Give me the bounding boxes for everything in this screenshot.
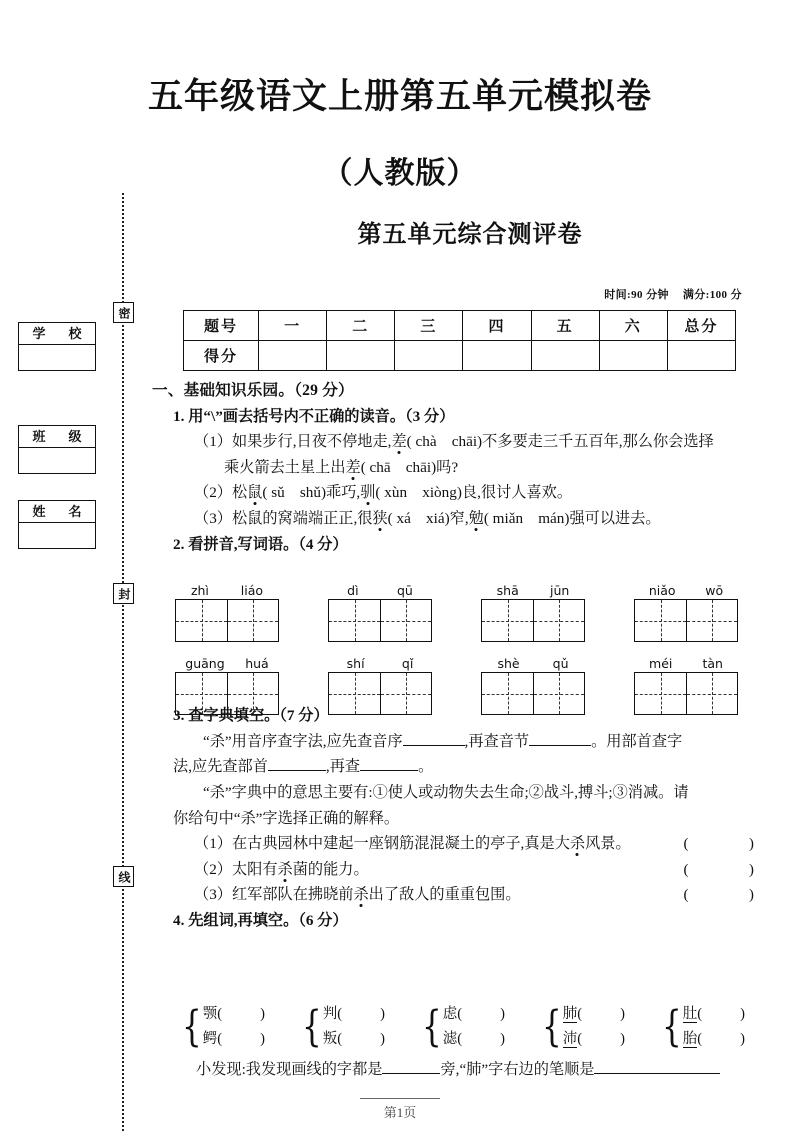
section-heading-one: 一、基础知识乐园。（29 分） xyxy=(152,382,354,399)
pinyin-syllable: wō xyxy=(705,583,724,598)
table-row-score xyxy=(184,341,736,371)
question-3-title: 3. 查字典填空。（7 分） xyxy=(173,707,329,725)
brace-icon: { xyxy=(302,1002,322,1051)
pinyin-syllable: shè xyxy=(497,656,520,671)
pinyin-label-6 xyxy=(481,657,585,671)
class-label: 班 级 xyxy=(19,426,95,448)
pinyin-label-7 xyxy=(634,657,738,671)
q1-item-3-text-c: 强可以进去。 xyxy=(569,509,661,527)
pinyin-syllable: zhì xyxy=(190,583,209,598)
word-group-1-top xyxy=(323,1002,390,1027)
tianzige-cell[interactable] xyxy=(686,600,737,641)
pinyin-label-0 xyxy=(175,584,279,598)
tianzige-cell[interactable] xyxy=(533,673,584,714)
pinyin-word-4 xyxy=(175,657,328,715)
q3-para-2 xyxy=(173,754,786,780)
score-cell-1[interactable] xyxy=(327,341,395,371)
name-label: 姓 名 xyxy=(19,501,95,523)
seal-char-mi: 密 xyxy=(113,302,134,323)
edition-subtitle: （人教版） xyxy=(322,157,478,190)
pinyin-word-7 xyxy=(634,657,787,715)
word-answer-blank[interactable]: ( ) xyxy=(457,1031,505,1047)
q3-item-2-dot-char: 杀 xyxy=(277,860,293,878)
discovery-text-a: 小发现:我发现画线的字都是 xyxy=(196,1061,383,1078)
word-char: 滤 xyxy=(442,1031,458,1047)
word-answer-blank[interactable]: ( ) xyxy=(337,1031,385,1047)
tianzige-cell[interactable] xyxy=(482,600,533,641)
word-group-0 xyxy=(182,1002,302,1052)
score-col-head-5: 六 xyxy=(599,311,667,341)
pinyin-syllable: qū xyxy=(396,583,413,598)
word-char: 判 xyxy=(322,1006,338,1022)
q1-item-1-pinyin-2[interactable]: ( chā chāi) xyxy=(360,458,437,476)
word-group-list xyxy=(182,1002,782,1052)
pinyin-syllable: dì xyxy=(347,583,359,598)
score-col-head-2: 三 xyxy=(395,311,463,341)
q1-item-3-no: （3） xyxy=(194,509,232,527)
word-answer-blank[interactable]: ( ) xyxy=(697,1031,745,1047)
q3-blank-yinjie[interactable] xyxy=(529,745,591,746)
table-row-question-no xyxy=(184,311,736,341)
q1-item-1-dot-char-1: 差 xyxy=(391,433,407,451)
word-group-4-top xyxy=(683,1002,750,1027)
q3-item-1-b: 风景。 xyxy=(585,835,631,853)
tianzige-box[interactable] xyxy=(328,599,432,642)
school-label: 学 校 xyxy=(19,323,95,345)
pinyin-word-1 xyxy=(328,584,481,642)
q3-blank-bushou[interactable] xyxy=(268,770,326,771)
paper-name: 第五单元综合测评卷 xyxy=(357,222,583,248)
word-group-3-top xyxy=(563,1002,630,1027)
q1-item-1-pinyin-1[interactable]: ( chà chāi) xyxy=(406,433,483,451)
word-char-underlined: 肺 xyxy=(562,1006,578,1022)
word-answer-blank[interactable]: ( ) xyxy=(577,1031,625,1047)
score-cell-3[interactable] xyxy=(463,341,531,371)
score-table xyxy=(183,310,736,371)
q3-item-3-no: （3） xyxy=(194,886,232,904)
word-answer-blank[interactable]: ( ) xyxy=(577,1006,625,1022)
seal-char-xian: 线 xyxy=(113,866,134,887)
score-row-label-1: 得分 xyxy=(184,341,259,371)
score-col-head-6: 总分 xyxy=(667,311,735,341)
q1-item-1-text-b: 不多要走三千五百年,那么你会选择 xyxy=(482,433,714,451)
tianzige-box[interactable] xyxy=(175,672,279,715)
q1-item-3-dot-char-2: 勉 xyxy=(468,509,484,527)
tianzige-box[interactable] xyxy=(634,672,738,715)
word-group-2-col xyxy=(443,1002,510,1052)
q3-para-3: “杀”字典中的意思主要有:①使人或动物失去生命;②战斗,搏斗;③消减。请 xyxy=(203,783,689,801)
score-cell-6[interactable] xyxy=(667,341,735,371)
score-cell-0[interactable] xyxy=(259,341,327,371)
q1-item-2-dot-char-1: 鼠 xyxy=(247,484,263,502)
q3-para-4: 你给句中“杀”字选择正确的解释。 xyxy=(173,809,400,827)
score-col-head-1: 二 xyxy=(327,311,395,341)
tianzige-cell[interactable] xyxy=(329,600,380,641)
word-group-3 xyxy=(542,1002,662,1052)
tianzige-cell[interactable] xyxy=(227,673,278,714)
tianzige-cell[interactable] xyxy=(635,600,686,641)
word-group-4-bottom xyxy=(683,1027,750,1052)
word-group-1-col xyxy=(323,1002,390,1052)
word-char: 颚 xyxy=(202,1006,218,1022)
score-cell-4[interactable] xyxy=(531,341,599,371)
tianzige-cell[interactable] xyxy=(380,600,431,641)
discovery-text-b: 旁,“肺”字右边的笔顺是 xyxy=(440,1061,595,1078)
q1-item-1-text-a: 如果步行,日夜不停地走, xyxy=(231,433,392,451)
q3-item-1-answer[interactable]: ( ) xyxy=(683,835,764,853)
tianzige-box[interactable] xyxy=(328,672,432,715)
q1-item-1-text-d: 吗? xyxy=(436,458,459,476)
word-group-1-bottom xyxy=(323,1027,390,1052)
tianzige-cell[interactable] xyxy=(635,673,686,714)
q1-item-3-text-a: 松鼠的窝端端正正,很 xyxy=(231,509,373,527)
tianzige-cell[interactable] xyxy=(227,600,278,641)
tianzige-box[interactable] xyxy=(481,599,585,642)
question-2-title: 2. 看拼音,写词语。（4 分） xyxy=(173,535,348,553)
word-char-underlined: 肚 xyxy=(682,1006,698,1022)
q1-item-2 xyxy=(194,480,786,506)
word-group-0-top xyxy=(203,1002,270,1027)
q3-item-2 xyxy=(194,857,786,883)
q1-item-1-line2 xyxy=(224,455,786,481)
q1-item-2-text-b: 乖巧, xyxy=(326,484,361,502)
pinyin-word-2 xyxy=(481,584,634,642)
score-cell-5[interactable] xyxy=(599,341,667,371)
q1-item-1-no: （1） xyxy=(194,433,232,451)
pinyin-grid-row-2 xyxy=(175,657,787,715)
q1-item-2-pinyin-2[interactable]: ( xùn xiòng) xyxy=(375,484,462,502)
pinyin-label-2 xyxy=(481,584,585,598)
tianzige-cell[interactable] xyxy=(176,600,227,641)
word-answer-blank[interactable]: ( ) xyxy=(337,1006,385,1022)
student-info-name xyxy=(18,500,96,549)
q3-item-3-answer[interactable]: ( ) xyxy=(683,886,764,904)
q3-blank-zaicha[interactable] xyxy=(360,770,418,771)
word-char-underlined: 胎 xyxy=(682,1031,698,1047)
q1-item-2-text-a: 松 xyxy=(231,484,248,502)
tianzige-cell[interactable] xyxy=(380,673,431,714)
q3-item-2-answer[interactable]: ( ) xyxy=(683,860,764,878)
word-group-0-bottom xyxy=(203,1027,270,1052)
score-col-head-3: 四 xyxy=(463,311,531,341)
score-col-head-0: 一 xyxy=(259,311,327,341)
seal-dashed-line xyxy=(122,193,124,1131)
pinyin-grid-row-1 xyxy=(175,584,787,642)
q1-item-3-text-b: 窄, xyxy=(449,509,469,527)
score-cell-2[interactable] xyxy=(395,341,463,371)
q3-item-1-a: 在古典园林中建起一座钢筋混混凝土的亭子,真是大 xyxy=(231,835,570,853)
score-row-label-0: 题号 xyxy=(184,311,259,341)
q1-item-3-pinyin-1[interactable]: ( xá xiá) xyxy=(387,509,450,527)
word-char: 虑 xyxy=(442,1006,458,1022)
q3-item-1-no: （1） xyxy=(194,835,232,853)
q3-item-1 xyxy=(194,831,786,857)
brace-icon: { xyxy=(662,1002,682,1051)
pinyin-syllable: tàn xyxy=(702,656,723,671)
word-group-4-col xyxy=(683,1002,750,1052)
pinyin-word-6 xyxy=(481,657,634,715)
word-char-underlined: 沛 xyxy=(562,1031,578,1047)
tianzige-cell[interactable] xyxy=(533,600,584,641)
q1-item-2-no: （2） xyxy=(194,484,232,502)
q1-item-1-dot-char-2: 差 xyxy=(345,458,361,476)
q3-para-1-c: 。用部首查字 xyxy=(591,732,683,750)
word-answer-blank[interactable]: ( ) xyxy=(217,1006,265,1022)
word-group-3-col xyxy=(563,1002,630,1052)
q1-item-2-dot-char-2: 驯 xyxy=(360,484,376,502)
pinyin-syllable: qǐ xyxy=(401,656,414,671)
brace-icon: { xyxy=(542,1002,562,1051)
word-char: 叛 xyxy=(322,1031,338,1047)
pinyin-word-5 xyxy=(328,657,481,715)
pinyin-syllable: niǎo xyxy=(648,583,676,598)
student-info-school xyxy=(18,322,96,371)
class-fill-area[interactable] xyxy=(19,448,95,473)
word-answer-blank[interactable]: ( ) xyxy=(457,1006,505,1022)
pinyin-syllable: méi xyxy=(649,656,673,671)
seal-char-feng: 封 xyxy=(113,583,134,604)
tianzige-box[interactable] xyxy=(175,599,279,642)
q3-para-1 xyxy=(173,729,786,755)
word-group-2-bottom xyxy=(443,1027,510,1052)
q1-item-2-text-c: 良,很讨人喜欢。 xyxy=(461,484,572,502)
q3-item-3-dot-char: 杀 xyxy=(353,886,369,904)
q3-para-2-b: ,再查 xyxy=(325,758,361,776)
tianzige-box[interactable] xyxy=(634,599,738,642)
pinyin-label-5 xyxy=(328,657,432,671)
q1-item-2-pinyin-1[interactable]: ( sǔ shǔ) xyxy=(262,484,327,502)
footer-divider xyxy=(360,1098,440,1099)
tianzige-cell[interactable] xyxy=(329,673,380,714)
word-group-1 xyxy=(302,1002,422,1052)
tianzige-cell[interactable] xyxy=(686,673,737,714)
pinyin-label-4 xyxy=(175,657,279,671)
q3-item-3-b: 出了敌人的重重包围。 xyxy=(368,886,521,904)
word-group-4 xyxy=(662,1002,782,1052)
score-col-head-4: 五 xyxy=(531,311,599,341)
pinyin-syllable: guāng xyxy=(185,656,225,671)
exam-full-marks: 满分:100 分 xyxy=(682,289,742,301)
pinyin-syllable: shā xyxy=(496,583,519,598)
q3-blank-yinxu[interactable] xyxy=(403,745,465,746)
question-1-title: 1. 用“\”画去括号内不正确的读音。（3 分） xyxy=(173,407,455,425)
word-group-3-bottom xyxy=(563,1027,630,1052)
word-answer-blank[interactable]: ( ) xyxy=(217,1031,265,1047)
school-fill-area[interactable] xyxy=(19,345,95,370)
word-group-0-col xyxy=(203,1002,270,1052)
discovery-blank-strokeorder[interactable] xyxy=(594,1073,720,1074)
q3-para-1-a: “杀”用音序查字法,应先查音序 xyxy=(203,732,403,750)
name-fill-area[interactable] xyxy=(19,523,95,548)
question-4-title: 4. 先组词,再填空。（6 分） xyxy=(173,911,348,929)
discovery-blank-radical[interactable] xyxy=(382,1073,440,1074)
word-answer-blank[interactable]: ( ) xyxy=(697,1006,745,1022)
pinyin-label-1 xyxy=(328,584,432,598)
q3-item-3 xyxy=(194,882,786,908)
q1-item-3-dot-char-1: 狭 xyxy=(372,509,388,527)
q3-para-2-c: 。 xyxy=(418,758,434,776)
tianzige-cell[interactable] xyxy=(482,673,533,714)
discovery-line xyxy=(196,1058,720,1079)
q3-para-1-b: ,再查音节 xyxy=(464,732,530,750)
q1-item-1 xyxy=(194,429,786,455)
q1-item-3-pinyin-2[interactable]: ( miǎn mán) xyxy=(483,509,570,527)
q1-item-1-text-c: 乘火箭去土星上出 xyxy=(224,458,346,476)
pinyin-word-3 xyxy=(634,584,787,642)
q3-item-2-a: 太阳有 xyxy=(231,860,278,878)
q3-item-2-no: （2） xyxy=(194,860,232,878)
word-group-2 xyxy=(422,1002,542,1052)
pinyin-word-0 xyxy=(175,584,328,642)
pinyin-syllable: shí xyxy=(346,656,365,671)
q3-item-3-a: 红军部队在拂晓前 xyxy=(231,886,354,904)
student-info-class xyxy=(18,425,96,474)
exam-time: 时间:90 分钟 xyxy=(604,289,669,301)
word-group-2-top xyxy=(443,1002,510,1027)
exam-meta xyxy=(604,286,742,302)
tianzige-box[interactable] xyxy=(481,672,585,715)
brace-icon: { xyxy=(182,1002,202,1051)
pinyin-syllable: huá xyxy=(245,656,269,671)
q3-item-1-dot-char: 杀 xyxy=(569,835,586,853)
pinyin-syllable: qǔ xyxy=(552,656,569,671)
pinyin-label-3 xyxy=(634,584,738,598)
pinyin-syllable: jūn xyxy=(550,583,570,598)
q1-item-3 xyxy=(194,506,786,532)
tianzige-cell[interactable] xyxy=(176,673,227,714)
q3-item-2-b: 菌的能力。 xyxy=(292,860,369,878)
word-char: 鳄 xyxy=(202,1031,218,1047)
footer-page-number: 第1页 xyxy=(383,1105,417,1120)
pinyin-syllable: liáo xyxy=(240,583,264,598)
q3-para-2-a: 法,应先查部首 xyxy=(173,758,268,776)
page-title: 五年级语文上册第五单元模拟卷 xyxy=(147,77,652,116)
brace-icon: { xyxy=(422,1002,442,1051)
